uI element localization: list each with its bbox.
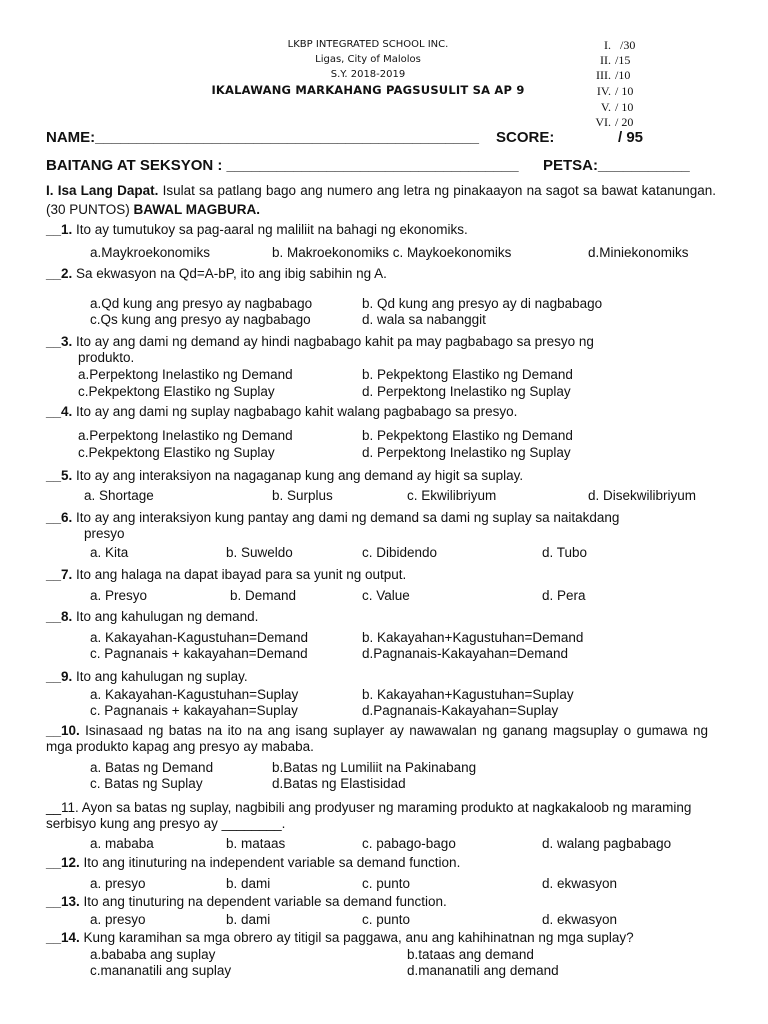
option-d: d. Disekwilibriyum (588, 488, 697, 503)
question-number[interactable]: __1. (46, 222, 73, 237)
question (46, 930, 634, 945)
question (46, 222, 468, 237)
option-a: a.Perpektong Inelastiko ng Demand (78, 367, 293, 382)
question-number[interactable]: __4. (46, 404, 73, 419)
option-d: d.Batas ng Elastisidad (272, 776, 406, 791)
option-bc: b. Makroekonomiks c. Maykoekonomiks (272, 245, 512, 260)
score-label: SCORE: (496, 129, 555, 146)
score-part: VI. (595, 115, 611, 129)
score-part-value: /10 (615, 68, 631, 82)
option-a: a.Qd kung ang presyo ay nagbabago (90, 296, 313, 311)
school-name: LKBP INTEGRATED SCHOOL INC. (287, 39, 449, 50)
question-text: Ito ang tinuturing na dependent variable sa demand function. (79, 894, 447, 909)
instructions (46, 181, 716, 219)
question-text: Ito ang kahulugan ng demand. (72, 609, 259, 624)
question-number[interactable]: __11. (46, 800, 79, 815)
question-number[interactable]: __13. (46, 894, 80, 909)
score-part: III. (596, 68, 611, 82)
option-b: b. Suweldo (226, 545, 293, 560)
question (46, 266, 387, 281)
option-b: b.Batas ng Lumiliit na Pakinabang (272, 760, 477, 775)
question-text: Sa ekwasyon na Qd=A-bP, ito ang ibig sabihin ng A. (72, 266, 387, 281)
option-b: b. Kakayahan+Kagustuhan=Suplay (362, 687, 574, 702)
score-part-value: /15 (615, 53, 631, 67)
question (46, 800, 710, 832)
option-c: c. Pagnanais + kakayahan=Suplay (90, 703, 298, 718)
option-c: c. Batas ng Suplay (90, 776, 203, 791)
option-b: b. Pekpektong Elastiko ng Demand (362, 367, 573, 382)
option-d: d. walang pagbabago (542, 836, 672, 851)
question-number[interactable]: __3. (46, 334, 73, 349)
option-b: b. Pekpektong Elastiko ng Demand (362, 428, 573, 443)
option-c: c.mananatili ang suplay (90, 963, 232, 978)
option-d: d.Pagnanais-Kakayahan=Demand (362, 646, 569, 661)
option-a: a. presyo (90, 876, 146, 891)
option-c: c. punto (362, 912, 411, 927)
question-text-cont: presyo (84, 526, 125, 541)
question-number[interactable]: __2. (46, 266, 73, 281)
option-a: a. Kakayahan-Kagustuhan=Demand (90, 630, 309, 645)
option-d: d. Tubo (542, 545, 588, 560)
question-number[interactable]: __7. (46, 567, 73, 582)
option-a: a. mababa (90, 836, 154, 851)
option-d: d.mananatili ang demand (407, 963, 559, 978)
question (46, 334, 594, 349)
option-b: b. Kakayahan+Kagustuhan=Demand (362, 630, 584, 645)
option-b: b. dami (226, 876, 271, 891)
option-d: d. ekwasyon (542, 876, 618, 891)
option-c: c. punto (362, 876, 411, 891)
option-a: a. Batas ng Demand (90, 760, 214, 775)
score-total: / 95 (618, 129, 644, 146)
date-field[interactable]: PETSA:___________ (543, 157, 690, 174)
option-a: a. presyo (90, 912, 146, 927)
question-text: Ito ay ang interaksiyon na nagaganap kung ang demand ay higit sa suplay. (72, 468, 524, 483)
score-part: IV. (596, 84, 611, 98)
option-d: d. Perpektong Inelastiko ng Suplay (362, 445, 571, 460)
option-a: a.bababa ang suplay (90, 947, 216, 962)
option-c: c. Ekwilibriyum (407, 488, 497, 503)
option-c: c. Pagnanais + kakayahan=Demand (90, 646, 308, 661)
exam-title: IKALAWANG MARKAHANG PAGSUSULIT SA AP 9 (211, 83, 525, 97)
name-field[interactable]: NAME:______________________________________________ (46, 129, 479, 146)
score-part: V. (600, 100, 611, 114)
option-d: d. ekwasyon (542, 912, 618, 927)
question-text: Ito ang kahulugan ng suplay. (72, 669, 248, 684)
option-a: a. Kakayahan-Kagustuhan=Suplay (90, 687, 299, 702)
question (46, 669, 248, 684)
option-c: c.Pekpektong Elastiko ng Suplay (78, 384, 275, 399)
option-d: d. wala sa nabanggit (362, 312, 486, 327)
option-d: d. Perpektong Inelastiko ng Suplay (362, 384, 571, 399)
score-part: I. (604, 38, 611, 52)
question (46, 468, 523, 483)
question-text-cont: produkto. (78, 350, 135, 365)
question (46, 894, 447, 909)
question-number[interactable]: __14. (46, 930, 80, 945)
option-b: b. Qd kung ang presyo ay di nagbabago (362, 296, 603, 311)
option-b: b.tataas ang demand (407, 947, 534, 962)
score-part-value: / 10 (615, 84, 634, 98)
instructions-warning: BAWAL MAGBURA. (133, 202, 261, 217)
instructions-text: Isulat sa patlang bago ang numero ang letra ng pinakaayon na sagot sa bawat katanungan. (30 PUNTOS) (46, 183, 716, 217)
question (46, 609, 258, 624)
option-c: c. Value (362, 588, 410, 603)
question-number[interactable]: __6. (46, 510, 73, 525)
grade-section-field[interactable]: BAITANG AT SEKSYON : ___________________________________ (46, 157, 519, 174)
option-c: c.Pekpektong Elastiko ng Suplay (78, 445, 275, 460)
option-d: d.Pagnanais-Kakayahan=Suplay (362, 703, 559, 718)
section-heading: I. Isa Lang Dapat. (46, 183, 159, 198)
option-d: d.Miniekonomiks (588, 245, 689, 260)
option-d: d. Pera (542, 588, 586, 603)
question-text: Ito ay ang interaksiyon kung pantay ang dami ng demand sa dami ng suplay sa naitakdang (72, 510, 620, 525)
option-a: a. Kita (90, 545, 129, 560)
question-number[interactable]: __5. (46, 468, 73, 483)
school-year: S.Y. 2018-2019 (330, 69, 406, 80)
question-number[interactable]: __12. (46, 855, 80, 870)
option-b: b. dami (226, 912, 271, 927)
question-text: Ito ay tumutukoy sa pag-aaral ng maliliit na bahagi ng ekonomiks. (72, 222, 468, 237)
option-b: b. Demand (230, 588, 297, 603)
question-number[interactable]: __8. (46, 609, 73, 624)
question-number[interactable]: __9. (46, 669, 73, 684)
option-a: a. Shortage (84, 488, 154, 503)
score-part-value: / 10 (615, 100, 634, 114)
option-a: a.Maykroekonomiks (90, 245, 211, 260)
score-part: II. (600, 53, 611, 67)
option-a: a. Presyo (90, 588, 148, 603)
question (46, 567, 406, 582)
option-b: b. Surplus (272, 488, 333, 503)
option-c: c. Dibidendo (362, 545, 438, 560)
question-text: Ito ang halaga na dapat ibayad para sa yunit ng output. (72, 567, 407, 582)
question-text: Isinasaad ng batas na ito na ang isang suplayer ay nawawalan ng ganang magsuplay o gumawa ng mga produkto kapag ang presyo ay mababa. (46, 723, 708, 754)
question-text: Ito ay ang dami ng demand ay hindi nagbabago kahit pa may pagbabago sa presyo ng (72, 334, 594, 349)
question (46, 855, 460, 870)
question (46, 723, 708, 755)
score-part-value: / 20 (615, 115, 634, 129)
question (46, 510, 619, 525)
question-text: Ayon sa batas ng suplay, nagbibili ang prodyuser ng maraming produkto at nagkakaloob ng maraming serbisyo kung ang presyo ay ________. (46, 800, 692, 831)
question-text: Ito ay ang dami ng suplay nagbabago kahit walang pagbabago sa presyo. (72, 404, 518, 419)
question-text: Kung karamihan sa mga obrero ay titigil sa paggawa, anu ang kahihinatnan ng mga suplay? (79, 930, 634, 945)
option-a: a.Perpektong Inelastiko ng Demand (78, 428, 293, 443)
question-number[interactable]: __10. (46, 723, 80, 738)
score-part-value: /30 (620, 38, 636, 52)
school-location: Ligas, City of Malolos (315, 54, 421, 65)
question-text: Ito ang itinuturing na independent variable sa demand function. (79, 855, 461, 870)
question (46, 404, 517, 419)
option-c: c. pabago-bago (362, 836, 456, 851)
option-b: b. mataas (226, 836, 286, 851)
option-c: c.Qs kung ang presyo ay nagbabago (90, 312, 311, 327)
